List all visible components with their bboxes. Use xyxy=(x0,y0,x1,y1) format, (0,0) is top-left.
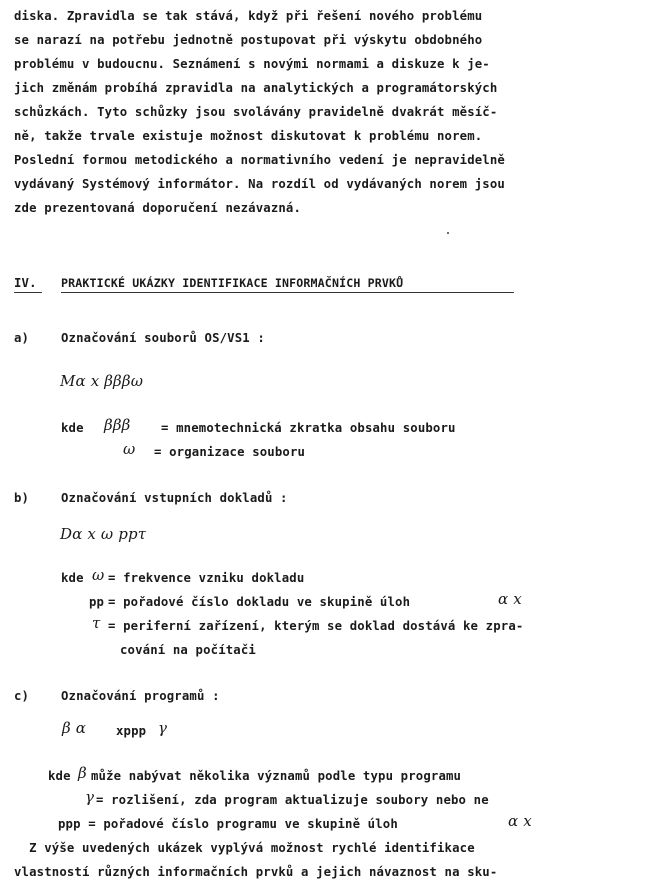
definition: = organizace souboru xyxy=(154,445,306,459)
formula-c: β α xyxy=(62,719,87,737)
definition: ppp = pořadové číslo programu ve skupině úloh xyxy=(58,817,398,831)
kde-label: kde xyxy=(61,571,84,585)
text-line: zde prezentovaná doporučení nezávazná. xyxy=(14,201,302,215)
formula-b: Dα x ω ppτ xyxy=(60,525,147,543)
underline xyxy=(61,292,514,293)
text-line: jich změnám probíhá zpravidla na analytických a programátorských xyxy=(14,81,498,95)
text-line: Z výše uvedených ukázek vyplývá možnost rychlé identifikace xyxy=(14,841,475,855)
symbol: pp xyxy=(89,595,105,609)
text-line: vlastností různých informačních prvků a jejich návaznost na sku- xyxy=(14,865,498,879)
item-heading-c: Označování programů : xyxy=(61,689,220,703)
symbol: βββ xyxy=(104,416,131,434)
item-heading-b: Označování vstupních dokladů : xyxy=(61,491,288,505)
definition: = pořadové číslo dokladu ve skupině úloh xyxy=(108,595,411,609)
kde-label: kde xyxy=(48,769,71,783)
symbol: ω xyxy=(92,566,105,584)
text-line: problému v budoucnu. Seznámení s novými normami a diskuze k je- xyxy=(14,57,490,71)
item-heading-a: Označování souborů OS/VS1 : xyxy=(61,331,265,345)
text-line: schůzkách. Tyto schůzky jsou svolávány pravidelně dvakrát měsíč- xyxy=(14,105,498,119)
text-line: diska. Zpravidla se tak stává, když při řešení nového problému xyxy=(14,9,483,23)
formula-c: xppp xyxy=(116,724,147,738)
formula-c: γ xyxy=(158,719,168,737)
symbol: γ xyxy=(85,788,95,806)
symbol: β xyxy=(78,764,87,782)
definition-cont: cování na počítači xyxy=(120,643,256,657)
item-label-a: a) xyxy=(14,331,30,345)
definition: = frekvence vzniku dokladu xyxy=(108,571,305,585)
definition: = periferní zařízení, kterým se doklad dostává ke zpra- xyxy=(108,619,524,633)
text-line: ně, takže trvale existuje možnost diskutovat k problému norem. xyxy=(14,129,483,143)
symbol: α x xyxy=(508,812,532,830)
definition: může nabývat několika významů podle typu programu xyxy=(91,769,462,783)
symbol: α x xyxy=(498,590,522,608)
symbol: τ xyxy=(92,614,101,632)
text-line: Poslední formou metodického a normativního vedení je nepravidelně xyxy=(14,153,505,167)
formula-a: Mα x βββω xyxy=(60,372,144,390)
underline xyxy=(14,292,42,293)
section-number: IV. xyxy=(14,276,37,290)
kde-label: kde xyxy=(61,421,84,435)
item-label-b: b) xyxy=(14,491,30,505)
section-title: PRAKTICKÉ UKÁZKY IDENTIFIKACE INFORMAČNÍCH PRVKŮ xyxy=(61,276,404,290)
text-line: se narazí na potřebu jednotně postupovat při výskytu obdobného xyxy=(14,33,483,47)
item-label-c: c) xyxy=(14,689,30,703)
speck xyxy=(447,232,449,234)
definition: = mnemotechnická zkratka obsahu souboru xyxy=(161,421,456,435)
symbol: ω xyxy=(123,440,136,458)
text-line: vydávaný Systémový informátor. Na rozdíl od vydávaných norem jsou xyxy=(14,177,505,191)
definition: = rozlišení, zda program aktualizuje soubory nebo ne xyxy=(96,793,489,807)
